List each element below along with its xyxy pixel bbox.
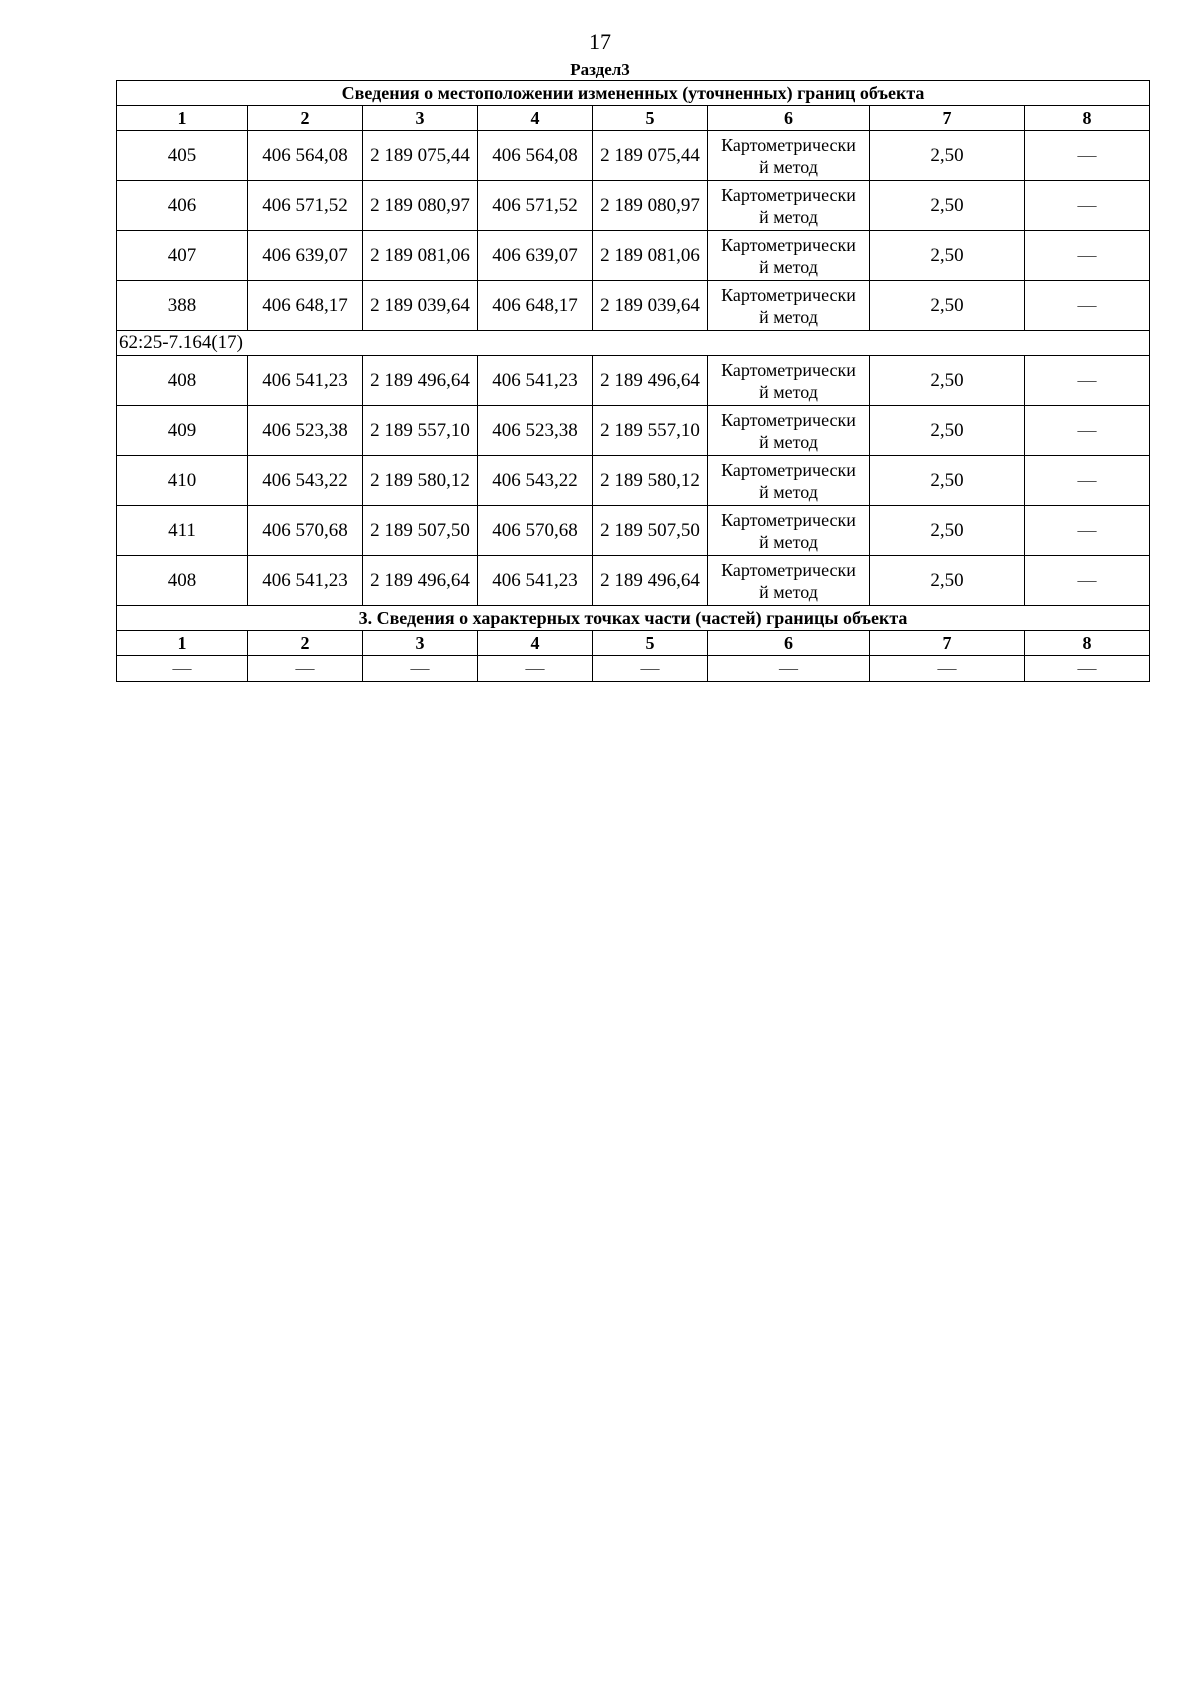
empty-cell: —: [593, 656, 708, 682]
existing-x-cell: 406 541,23: [248, 556, 363, 606]
precision-cell: 2,50: [870, 181, 1025, 231]
method-cell: [708, 356, 870, 406]
column-number: 1: [117, 631, 248, 656]
existing-x-cell: 406 570,68: [248, 506, 363, 556]
method-cell: [708, 281, 870, 331]
method-text-line2: й метод: [759, 481, 818, 502]
precision-cell: 2,50: [870, 456, 1025, 506]
method-text-line2: й метод: [759, 581, 818, 602]
existing-y-cell: 2 189 039,64: [363, 281, 478, 331]
method-text-line2: й метод: [759, 206, 818, 227]
existing-x-cell: 406 639,07: [248, 231, 363, 281]
new-x-cell: 406 541,23: [478, 556, 593, 606]
point-number-cell: 406: [117, 181, 248, 231]
description-cell: —: [1025, 406, 1150, 456]
method-text-line1: Картометрически: [721, 284, 856, 305]
description-cell: —: [1025, 181, 1150, 231]
method-text-line1: Картометрически: [721, 184, 856, 205]
subsection-title-row: [117, 606, 1150, 631]
column-number: 3: [363, 631, 478, 656]
method-cell: [708, 231, 870, 281]
new-y-cell: 2 189 080,97: [593, 181, 708, 231]
existing-y-cell: 2 189 080,97: [363, 181, 478, 231]
new-y-cell: 2 189 039,64: [593, 281, 708, 331]
new-x-cell: 406 570,68: [478, 506, 593, 556]
empty-cell: —: [117, 656, 248, 682]
table-row: [117, 356, 1150, 406]
existing-y-cell: 2 189 507,50: [363, 506, 478, 556]
existing-y-cell: 2 189 496,64: [363, 356, 478, 406]
empty-cell: —: [1025, 656, 1150, 682]
table-row: [117, 131, 1150, 181]
column-number: 6: [708, 106, 870, 131]
existing-x-cell: 406 543,22: [248, 456, 363, 506]
empty-cell: —: [248, 656, 363, 682]
point-number-cell: 409: [117, 406, 248, 456]
group-row: [117, 331, 1150, 356]
method-text-line2: й метод: [759, 256, 818, 277]
table-row: [117, 181, 1150, 231]
new-x-cell: 406 571,52: [478, 181, 593, 231]
column-number: 7: [870, 106, 1025, 131]
column-number: 8: [1025, 106, 1150, 131]
method-text-line1: Картометрически: [721, 559, 856, 580]
table-row: [117, 281, 1150, 331]
description-cell: —: [1025, 231, 1150, 281]
existing-y-cell: 2 189 081,06: [363, 231, 478, 281]
existing-x-cell: 406 541,23: [248, 356, 363, 406]
description-cell: —: [1025, 506, 1150, 556]
method-cell: [708, 406, 870, 456]
precision-cell: 2,50: [870, 281, 1025, 331]
column-number-row: [117, 106, 1150, 131]
method-text-line2: й метод: [759, 381, 818, 402]
empty-cell: —: [870, 656, 1025, 682]
column-number: 2: [248, 106, 363, 131]
method-text-line1: Картометрически: [721, 234, 856, 255]
new-x-cell: 406 541,23: [478, 356, 593, 406]
empty-cell: —: [708, 656, 870, 682]
method-text-line1: Картометрически: [721, 509, 856, 530]
precision-cell: 2,50: [870, 231, 1025, 281]
new-y-cell: 2 189 496,64: [593, 556, 708, 606]
group-label: 62:25-7.164(17): [117, 331, 1150, 356]
column-number: 3: [363, 106, 478, 131]
description-cell: —: [1025, 456, 1150, 506]
new-y-cell: 2 189 081,06: [593, 231, 708, 281]
new-x-cell: 406 639,07: [478, 231, 593, 281]
method-text-line2: й метод: [759, 531, 818, 552]
column-number: 8: [1025, 631, 1150, 656]
new-y-cell: 2 189 496,64: [593, 356, 708, 406]
subsection-title: 3. Сведения о характерных точках части (частей) границы объекта: [117, 606, 1150, 631]
method-cell: [708, 456, 870, 506]
precision-cell: 2,50: [870, 506, 1025, 556]
method-text-line1: Картометрически: [721, 134, 856, 155]
method-cell: [708, 131, 870, 181]
table-title-row: [117, 81, 1150, 106]
section-title: Раздел3: [570, 60, 630, 79]
column-number: 5: [593, 631, 708, 656]
precision-cell: 2,50: [870, 406, 1025, 456]
existing-x-cell: 406 564,08: [248, 131, 363, 181]
method-text-line1: Картометрически: [721, 459, 856, 480]
point-number-cell: 408: [117, 356, 248, 406]
empty-cell: —: [478, 656, 593, 682]
boundary-table: [116, 80, 1150, 682]
new-y-cell: 2 189 507,50: [593, 506, 708, 556]
table-title: Сведения о местоположении измененных (уточненных) границ объекта: [117, 81, 1150, 106]
column-number: 6: [708, 631, 870, 656]
column-number: 4: [478, 631, 593, 656]
table-row: [117, 406, 1150, 456]
point-number-cell: 407: [117, 231, 248, 281]
method-text-line2: й метод: [759, 156, 818, 177]
column-number: 2: [248, 631, 363, 656]
point-number-cell: 405: [117, 131, 248, 181]
existing-x-cell: 406 571,52: [248, 181, 363, 231]
method-text-line1: Картометрически: [721, 409, 856, 430]
column-number: 7: [870, 631, 1025, 656]
new-x-cell: 406 543,22: [478, 456, 593, 506]
new-x-cell: 406 648,17: [478, 281, 593, 331]
method-cell: [708, 181, 870, 231]
table-row: [117, 506, 1150, 556]
empty-row: [117, 656, 1150, 682]
description-cell: —: [1025, 131, 1150, 181]
table-row: [117, 556, 1150, 606]
column-number: 4: [478, 106, 593, 131]
new-x-cell: 406 564,08: [478, 131, 593, 181]
new-y-cell: 2 189 557,10: [593, 406, 708, 456]
method-cell: [708, 556, 870, 606]
point-number-cell: 408: [117, 556, 248, 606]
table-row: [117, 231, 1150, 281]
new-y-cell: 2 189 075,44: [593, 131, 708, 181]
description-cell: —: [1025, 281, 1150, 331]
existing-y-cell: 2 189 580,12: [363, 456, 478, 506]
existing-y-cell: 2 189 075,44: [363, 131, 478, 181]
page-number: 17: [589, 29, 611, 54]
column-number: 5: [593, 106, 708, 131]
column-number: 1: [117, 106, 248, 131]
method-cell: [708, 506, 870, 556]
precision-cell: 2,50: [870, 131, 1025, 181]
point-number-cell: 388: [117, 281, 248, 331]
empty-cell: —: [363, 656, 478, 682]
existing-x-cell: 406 648,17: [248, 281, 363, 331]
precision-cell: 2,50: [870, 556, 1025, 606]
point-number-cell: 411: [117, 506, 248, 556]
existing-y-cell: 2 189 557,10: [363, 406, 478, 456]
subsection-column-number-row: [117, 631, 1150, 656]
method-text-line1: Картометрически: [721, 359, 856, 380]
existing-x-cell: 406 523,38: [248, 406, 363, 456]
precision-cell: 2,50: [870, 356, 1025, 406]
table-row: [117, 456, 1150, 506]
method-text-line2: й метод: [759, 306, 818, 327]
new-x-cell: 406 523,38: [478, 406, 593, 456]
method-text-line2: й метод: [759, 431, 818, 452]
new-y-cell: 2 189 580,12: [593, 456, 708, 506]
description-cell: —: [1025, 356, 1150, 406]
existing-y-cell: 2 189 496,64: [363, 556, 478, 606]
description-cell: —: [1025, 556, 1150, 606]
point-number-cell: 410: [117, 456, 248, 506]
